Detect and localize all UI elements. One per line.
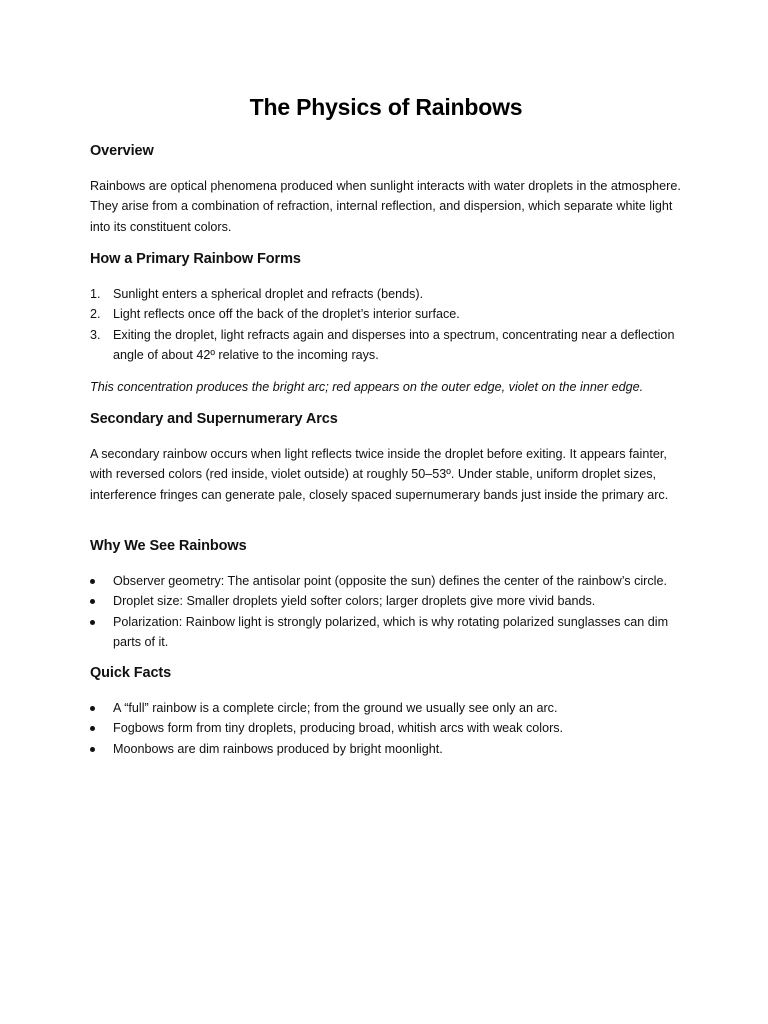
list-item	[90, 325, 682, 366]
heading-quick-facts: Quick Facts	[90, 665, 172, 681]
facts-bullet-list	[90, 698, 682, 759]
list-item	[90, 571, 682, 591]
paragraph-secondary: A secondary rainbow occurs when light reflects twice inside the droplet before exiting. It appears fainter, with reversed colors (red inside, violet outside) at roughly 50–53º. Under stable, uniform droplet sizes, interference fringes can generate pale, closely spaced supernumerary bands just inside the primary arc.	[90, 447, 669, 502]
list-item	[90, 284, 682, 304]
paragraph-overview: Rainbows are optical phenomena produced when sunlight interacts with water droplets in the atmosphere. They arise from a combination of refraction, internal reflection, and dispersion, which separate white light into its constituent colors.	[90, 179, 681, 234]
heading-why-we-see: Why We See Rainbows	[90, 538, 247, 554]
primary-steps-list	[90, 284, 682, 365]
bullet-icon	[90, 599, 95, 604]
list-item	[90, 718, 682, 738]
list-item-text: Droplet size: Smaller droplets yield softer colors; larger droplets give more vivid bands.	[113, 594, 596, 609]
why-bullet-list	[90, 571, 682, 652]
list-item	[90, 612, 682, 653]
bullet-icon	[90, 706, 95, 711]
bullet-icon	[90, 747, 95, 752]
list-item-text: Exiting the droplet, light refracts again and disperses into a spectrum, concentrating near a deflection angle of about 42º relative to the incoming rays.	[113, 327, 675, 362]
paragraph-primary-note: This concentration produces the bright arc; red appears on the outer edge, violet on the inner edge.	[90, 380, 644, 394]
document-title: The Physics of Rainbows	[249, 94, 523, 120]
list-item-text: Sunlight enters a spherical droplet and refracts (bends).	[113, 287, 424, 301]
list-item-text: Fogbows form from tiny droplets, producing broad, whitish arcs with weak colors.	[113, 721, 564, 736]
heading-secondary-arcs: Secondary and Supernumerary Arcs	[90, 411, 338, 427]
bullet-icon	[90, 620, 95, 625]
list-number: 3.	[90, 327, 101, 342]
heading-overview: Overview	[90, 143, 154, 159]
list-item	[90, 304, 682, 324]
bullet-icon	[90, 579, 95, 584]
list-number: 2.	[90, 307, 101, 322]
heading-primary-rainbow: How a Primary Rainbow Forms	[90, 251, 301, 267]
list-item-text: A “full” rainbow is a complete circle; from the ground we usually see only an arc.	[113, 701, 558, 715]
list-item-text: Moonbows are dim rainbows produced by bright moonlight.	[113, 741, 443, 756]
list-item-text: Light reflects once off the back of the droplet’s interior surface.	[113, 307, 460, 322]
list-item	[90, 591, 682, 611]
list-item	[90, 698, 682, 718]
list-number: 1.	[90, 287, 101, 301]
list-item	[90, 739, 682, 759]
bullet-icon	[90, 726, 95, 731]
list-item-text: Polarization: Rainbow light is strongly polarized, which is why rotating polarized sunglasses can dim parts of it.	[113, 614, 669, 649]
list-item-text: Observer geometry: The antisolar point (opposite the sun) defines the center of the rainbow’s circle.	[113, 574, 667, 588]
